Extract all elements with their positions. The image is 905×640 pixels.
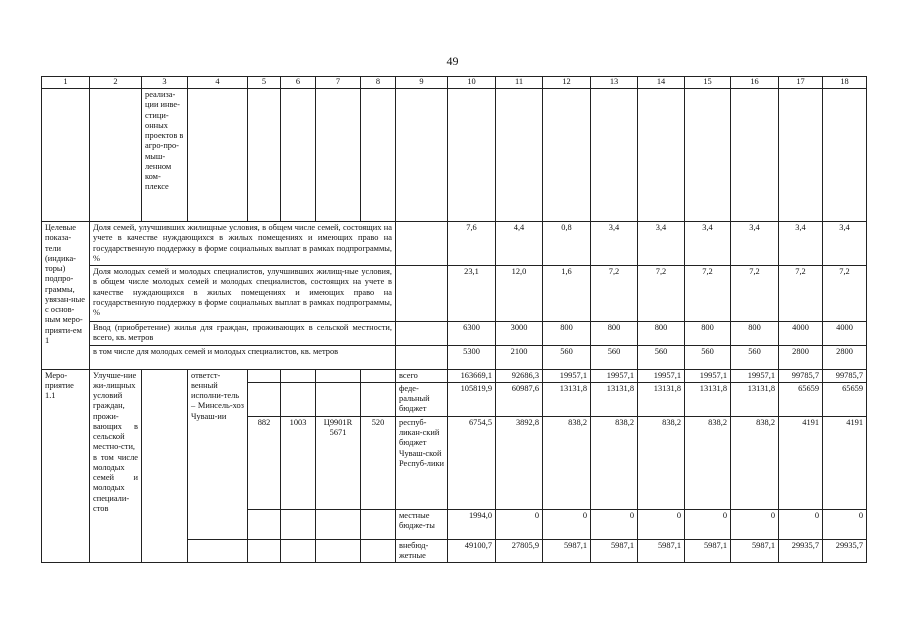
empty-cell	[685, 89, 731, 222]
indicator-row	[42, 266, 867, 322]
funding-value: 29935,7	[823, 539, 867, 563]
indicator-value: 800	[638, 322, 685, 346]
indicator-value: 2800	[823, 345, 867, 369]
funding-value: 838,2	[591, 416, 638, 509]
funding-value: 29935,7	[779, 539, 823, 563]
empty-cell	[316, 509, 361, 539]
funding-value: 6754,5	[448, 416, 496, 509]
indicator-value: 2100	[496, 345, 543, 369]
indicator-value: 560	[685, 345, 731, 369]
funding-value: 0	[779, 509, 823, 539]
empty-cell	[543, 89, 591, 222]
funding-source: местные бюдже-ты	[396, 509, 448, 539]
indicator-value: 7,2	[823, 266, 867, 322]
funding-source: всего	[396, 369, 448, 382]
indicator-value: 560	[543, 345, 591, 369]
column-number: 13	[591, 77, 638, 89]
funding-value: 0	[685, 509, 731, 539]
empty-cell	[281, 382, 316, 416]
measure-label: Меро-приятие 1.1	[42, 369, 90, 563]
funding-value: 13131,8	[638, 382, 685, 416]
indicator-value: 800	[591, 322, 638, 346]
empty-cell	[396, 89, 448, 222]
indicator-name: Доля семей, улучшивших жилищные условия, в общем числе семей, состоящих на учете в качестве нуждающихся в жилых помещениях и имеющих право на государственную поддержку в форме социальных выплат в рамках подпрограммы, %	[90, 222, 396, 266]
empty-cell	[496, 89, 543, 222]
indicator-value: 4,4	[496, 222, 543, 266]
funding-value: 5987,1	[591, 539, 638, 563]
code-cell: 520	[361, 416, 396, 509]
funding-value: 5987,1	[638, 539, 685, 563]
indicator-value: 7,2	[685, 266, 731, 322]
column-number: 1	[42, 77, 90, 89]
funding-value: 838,2	[638, 416, 685, 509]
indicator-value: 800	[543, 322, 591, 346]
indicator-value: 800	[731, 322, 779, 346]
funding-value: 0	[543, 509, 591, 539]
indicator-value: 5300	[448, 345, 496, 369]
indicator-value: 560	[731, 345, 779, 369]
indicator-value: 3,4	[685, 222, 731, 266]
funding-value: 4191	[823, 416, 867, 509]
indicator-value: 7,2	[591, 266, 638, 322]
column-number: 15	[685, 77, 731, 89]
empty-cell	[361, 89, 396, 222]
indicator-value: 23,1	[448, 266, 496, 322]
funding-value: 0	[731, 509, 779, 539]
column-number: 6	[281, 77, 316, 89]
empty-cell	[396, 322, 448, 346]
continued-text: реализа-ции инве-стици-онных проектов в агро-про-мыш-ленном ком-плексе	[142, 89, 188, 222]
empty-cell	[316, 382, 361, 416]
indicator-value: 1,6	[543, 266, 591, 322]
indicator-name: Ввод (приобретение) жилья для граждан, проживающих в сельской местности, всего, кв. метров	[90, 322, 396, 346]
empty-cell	[361, 382, 396, 416]
empty-cell	[316, 89, 361, 222]
funding-value: 838,2	[543, 416, 591, 509]
empty-cell	[316, 539, 361, 563]
empty-cell	[396, 266, 448, 322]
indicator-name: Доля молодых семей и молодых специалистов, улучшивших жилищ-ные условия, в общем числе молодых семей и молодых специалистов, состоящих на учете в качестве нуждающихся в жилых помещениях и имеющих право на государственную поддержку в форме социальных выплат в рамках подпрограммы, %	[90, 266, 396, 322]
funding-value: 19957,1	[638, 369, 685, 382]
empty-cell	[281, 509, 316, 539]
indicator-value: 3,4	[823, 222, 867, 266]
column-number: 2	[90, 77, 142, 89]
indicator-value: 4000	[779, 322, 823, 346]
funding-value: 5987,1	[543, 539, 591, 563]
indicator-value: 3,4	[731, 222, 779, 266]
empty-cell	[361, 539, 396, 563]
column-number: 4	[188, 77, 248, 89]
indicator-value: 560	[638, 345, 685, 369]
funding-source: респуб-ликан-ский бюджет Чуваш-ской Респуб-лики	[396, 416, 448, 509]
funding-value: 0	[496, 509, 543, 539]
code-cell: 1003	[281, 416, 316, 509]
funding-value: 0	[638, 509, 685, 539]
indicator-row	[42, 222, 867, 266]
funding-value: 19957,1	[731, 369, 779, 382]
funding-value: 65659	[779, 382, 823, 416]
empty-cell	[779, 89, 823, 222]
empty-cell	[823, 89, 867, 222]
empty-cell	[281, 89, 316, 222]
code-cell: Ц9901R 5671	[316, 416, 361, 509]
indicator-value: 3000	[496, 322, 543, 346]
funding-value: 13131,8	[731, 382, 779, 416]
funding-value: 5987,1	[685, 539, 731, 563]
funding-value: 13131,8	[543, 382, 591, 416]
column-number: 7	[316, 77, 361, 89]
column-number: 10	[448, 77, 496, 89]
indicator-value: 2800	[779, 345, 823, 369]
funding-value: 0	[823, 509, 867, 539]
column-number: 12	[543, 77, 591, 89]
funding-value: 838,2	[731, 416, 779, 509]
empty-cell	[638, 89, 685, 222]
indicator-value: 800	[685, 322, 731, 346]
page-number: 49	[446, 54, 459, 68]
funding-value: 19957,1	[591, 369, 638, 382]
header-row	[42, 77, 867, 89]
indicator-value: 3,4	[779, 222, 823, 266]
empty-cell	[316, 369, 361, 382]
empty-cell	[731, 89, 779, 222]
column-number: 9	[396, 77, 448, 89]
funding-value: 1994,0	[448, 509, 496, 539]
indicator-value: 3,4	[591, 222, 638, 266]
indicator-value: 3,4	[638, 222, 685, 266]
funding-value: 13131,8	[591, 382, 638, 416]
empty-cell	[248, 382, 281, 416]
empty-cell	[281, 539, 316, 563]
empty-cell	[248, 89, 281, 222]
empty-cell	[591, 89, 638, 222]
funding-value: 13131,8	[685, 382, 731, 416]
column-number: 16	[731, 77, 779, 89]
indicators-label: Целевые показа-тели (индика-торы) подпро-граммы, увязан-ные с основ-ным меро-прияти-ем 1	[42, 222, 90, 370]
empty-cell	[188, 539, 248, 563]
funding-value: 65659	[823, 382, 867, 416]
funding-value: 163669,1	[448, 369, 496, 382]
funding-value: 99785,7	[823, 369, 867, 382]
column-number: 5	[248, 77, 281, 89]
indicator-value: 7,6	[448, 222, 496, 266]
funding-source: внебюд-жетные	[396, 539, 448, 563]
column-number: 14	[638, 77, 685, 89]
funding-value: 92686,3	[496, 369, 543, 382]
column-number: 18	[823, 77, 867, 89]
empty-cell	[142, 369, 188, 563]
indicator-row	[42, 345, 867, 369]
empty-cell	[396, 345, 448, 369]
empty-cell	[90, 89, 142, 222]
funding-value: 49100,7	[448, 539, 496, 563]
funding-value: 5987,1	[731, 539, 779, 563]
indicator-value: 7,2	[638, 266, 685, 322]
empty-cell	[42, 89, 90, 222]
empty-cell	[361, 509, 396, 539]
funding-value: 838,2	[685, 416, 731, 509]
code-cell: 882	[248, 416, 281, 509]
empty-cell	[248, 369, 281, 382]
funding-row	[42, 369, 867, 382]
funding-source: феде-ральный бюджет	[396, 382, 448, 416]
column-number: 8	[361, 77, 396, 89]
funding-value: 105819,9	[448, 382, 496, 416]
indicator-value: 560	[591, 345, 638, 369]
responsible-executor: ответст-венный исполни-тель – Минсель-хоз Чуваш-ии	[188, 369, 248, 539]
empty-cell	[396, 222, 448, 266]
funding-value: 3892,8	[496, 416, 543, 509]
column-number: 11	[496, 77, 543, 89]
empty-cell	[188, 89, 248, 222]
program-table	[41, 76, 867, 563]
column-number: 3	[142, 77, 188, 89]
empty-cell	[448, 89, 496, 222]
funding-value: 19957,1	[685, 369, 731, 382]
empty-cell	[248, 539, 281, 563]
funding-value: 60987,6	[496, 382, 543, 416]
indicator-value: 6300	[448, 322, 496, 346]
indicator-value: 4000	[823, 322, 867, 346]
funding-value: 4191	[779, 416, 823, 509]
funding-value: 19957,1	[543, 369, 591, 382]
funding-value: 99785,7	[779, 369, 823, 382]
funding-value: 27805,9	[496, 539, 543, 563]
measure-name: Улучше-ние жи-лищных условий граждан, прожи-вающих в сельской местно-сти, в том числе молодых семей и молодых специали-стов	[90, 369, 142, 563]
funding-value: 0	[591, 509, 638, 539]
indicator-name: в том числе для молодых семей и молодых специалистов, кв. метров	[90, 345, 396, 369]
indicator-value: 7,2	[779, 266, 823, 322]
column-number: 17	[779, 77, 823, 89]
empty-cell	[281, 369, 316, 382]
empty-cell	[361, 369, 396, 382]
continuation-row	[42, 89, 867, 222]
empty-cell	[248, 509, 281, 539]
indicator-value: 12,0	[496, 266, 543, 322]
indicator-value: 7,2	[731, 266, 779, 322]
indicator-value: 0,8	[543, 222, 591, 266]
indicator-row	[42, 322, 867, 346]
